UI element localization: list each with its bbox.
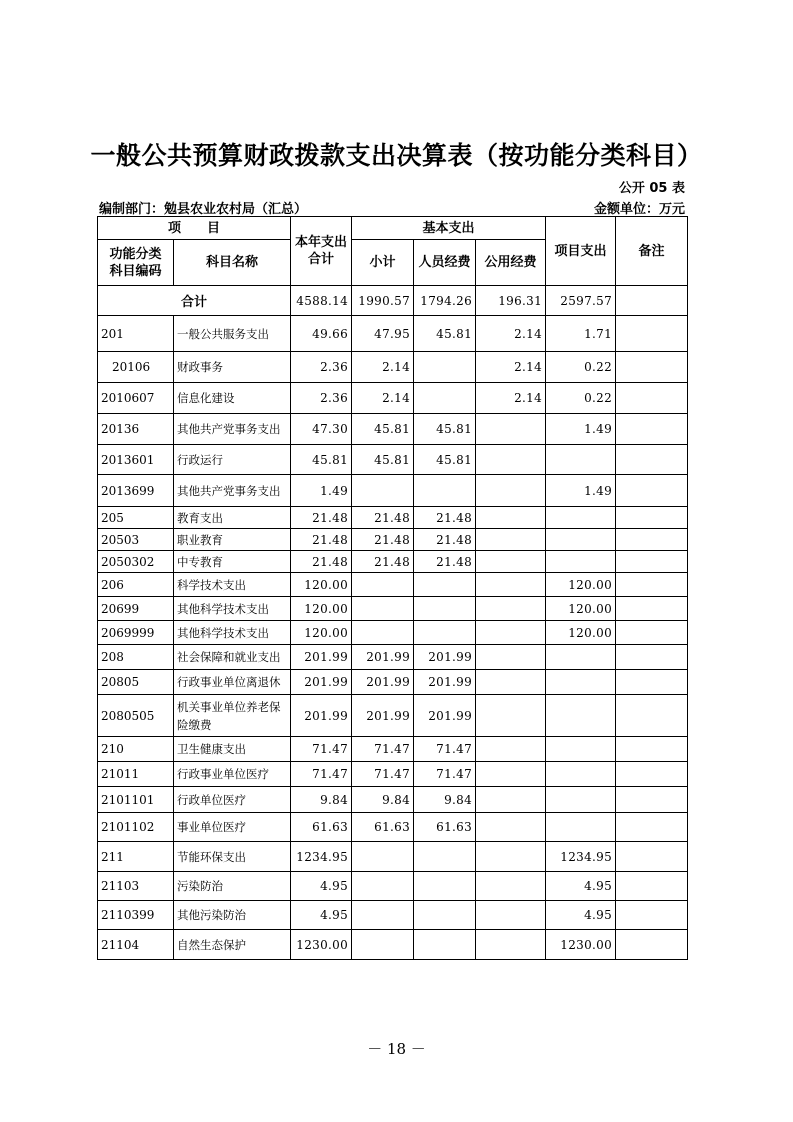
table-row [98,573,688,597]
row-annual-total: 120.00 [291,573,352,597]
row-code: 211 [98,842,174,872]
row-remark [616,872,688,901]
row-remark [616,414,688,445]
table-row [98,352,688,383]
expenditure-table [97,216,688,960]
row-personnel: 71.47 [414,737,476,762]
row-project: 120.00 [546,573,616,597]
row-personnel: 201.99 [414,695,476,737]
row-name: 社会保障和就业支出 [174,645,291,670]
header-project: 项目支出 [546,217,616,286]
row-project: 4.95 [546,901,616,930]
row-remark [616,842,688,872]
row-code: 201 [98,316,174,352]
row-subtotal [352,475,414,507]
table-row [98,901,688,930]
table-row [98,383,688,414]
row-code: 20106 [98,352,174,383]
row-code: 205 [98,507,174,529]
table-row [98,645,688,670]
row-subtotal: 2.14 [352,383,414,414]
row-subtotal: 45.81 [352,414,414,445]
header-remark: 备注 [616,217,688,286]
row-remark [616,475,688,507]
row-subtotal: 47.95 [352,316,414,352]
table-row [98,507,688,529]
row-public [476,737,546,762]
row-remark [616,316,688,352]
row-name: 其他共产党事务支出 [174,414,291,445]
row-personnel: 201.99 [414,670,476,695]
row-personnel [414,573,476,597]
row-code: 2013699 [98,475,174,507]
row-annual-total: 201.99 [291,695,352,737]
row-annual-total: 47.30 [291,414,352,445]
row-remark [616,383,688,414]
table-row [98,872,688,901]
row-subtotal: 61.63 [352,813,414,842]
row-project [546,507,616,529]
row-public [476,670,546,695]
row-remark [616,645,688,670]
row-name: 中专教育 [174,551,291,573]
row-annual-total: 120.00 [291,621,352,645]
row-name: 其他科学技术支出 [174,621,291,645]
document-title: 一般公共预算财政拨款支出决算表（按功能分类科目） [90,141,703,170]
total-personnel: 1794.26 [414,286,476,316]
row-personnel [414,901,476,930]
row-annual-total: 21.48 [291,551,352,573]
row-personnel: 71.47 [414,762,476,787]
row-project: 1234.95 [546,842,616,872]
row-public: 2.14 [476,352,546,383]
row-code: 20805 [98,670,174,695]
row-personnel: 21.48 [414,529,476,551]
row-name: 节能环保支出 [174,842,291,872]
row-public [476,475,546,507]
page-number: － 18 － [367,1040,426,1058]
row-annual-total: 1.49 [291,475,352,507]
row-personnel: 45.81 [414,316,476,352]
row-code: 2013601 [98,445,174,475]
row-remark [616,551,688,573]
row-name: 自然生态保护 [174,930,291,960]
row-annual-total: 21.48 [291,507,352,529]
table-row [98,737,688,762]
row-remark [616,445,688,475]
row-code: 208 [98,645,174,670]
row-personnel: 45.81 [414,445,476,475]
row-project [546,695,616,737]
row-name: 污染防治 [174,872,291,901]
row-annual-total: 71.47 [291,762,352,787]
row-project [546,762,616,787]
row-project [546,551,616,573]
row-public [476,762,546,787]
row-public [476,842,546,872]
row-subtotal [352,901,414,930]
row-subtotal [352,597,414,621]
table-row [98,475,688,507]
table-row [98,316,688,352]
row-name: 行政单位医疗 [174,787,291,813]
table-row [98,529,688,551]
row-public [476,787,546,813]
row-name: 卫生健康支出 [174,737,291,762]
row-code: 20136 [98,414,174,445]
table-row [98,813,688,842]
row-name: 行政事业单位医疗 [174,762,291,787]
row-personnel [414,352,476,383]
header-func-code: 功能分类 科目编码 [98,240,174,286]
row-subtotal: 71.47 [352,762,414,787]
total-label: 合计 [98,286,291,316]
row-subtotal [352,930,414,960]
table-row [98,695,688,737]
row-subtotal: 201.99 [352,695,414,737]
row-annual-total: 71.47 [291,737,352,762]
row-personnel: 201.99 [414,645,476,670]
total-annual: 4588.14 [291,286,352,316]
row-remark [616,737,688,762]
row-annual-total: 120.00 [291,597,352,621]
row-annual-total: 49.66 [291,316,352,352]
total-public: 196.31 [476,286,546,316]
header-subtotal: 小计 [352,240,414,286]
total-project: 2597.57 [546,286,616,316]
row-annual-total: 2.36 [291,352,352,383]
form-number: 公开 05 表 [618,181,685,196]
row-code: 210 [98,737,174,762]
row-project: 0.22 [546,352,616,383]
row-subtotal: 9.84 [352,787,414,813]
row-subtotal: 21.48 [352,529,414,551]
row-remark [616,813,688,842]
row-subtotal: 21.48 [352,551,414,573]
row-personnel [414,383,476,414]
header-item: 项 目 [98,217,291,240]
row-public [476,529,546,551]
row-project: 1.49 [546,475,616,507]
row-remark [616,621,688,645]
row-code: 2050302 [98,551,174,573]
row-name: 其他科学技术支出 [174,597,291,621]
row-annual-total: 4.95 [291,872,352,901]
row-code: 2110399 [98,901,174,930]
total-remark [616,286,688,316]
row-annual-total: 2.36 [291,383,352,414]
row-subtotal: 2.14 [352,352,414,383]
row-remark [616,787,688,813]
table-row [98,930,688,960]
row-name: 财政事务 [174,352,291,383]
row-code: 2069999 [98,621,174,645]
row-code: 20503 [98,529,174,551]
row-subtotal [352,621,414,645]
row-name: 其他污染防治 [174,901,291,930]
row-subtotal [352,872,414,901]
row-code: 21103 [98,872,174,901]
table-row [98,762,688,787]
row-personnel: 45.81 [414,414,476,445]
row-project: 4.95 [546,872,616,901]
row-project: 1.71 [546,316,616,352]
row-annual-total: 201.99 [291,670,352,695]
row-name: 职业教育 [174,529,291,551]
row-public [476,621,546,645]
row-public [476,445,546,475]
row-project [546,445,616,475]
row-personnel [414,621,476,645]
table-row [98,414,688,445]
row-code: 2080505 [98,695,174,737]
row-public [476,597,546,621]
row-name: 教育支出 [174,507,291,529]
row-remark [616,670,688,695]
row-annual-total: 45.81 [291,445,352,475]
row-remark [616,352,688,383]
row-subtotal: 201.99 [352,670,414,695]
row-annual-total: 9.84 [291,787,352,813]
row-annual-total: 201.99 [291,645,352,670]
row-code: 2101101 [98,787,174,813]
total-subtotal: 1990.57 [352,286,414,316]
row-subtotal: 201.99 [352,645,414,670]
row-annual-total: 61.63 [291,813,352,842]
row-personnel [414,475,476,507]
row-project: 1230.00 [546,930,616,960]
row-personnel: 9.84 [414,787,476,813]
row-project [546,529,616,551]
header-annual-total: 本年支出 合计 [291,217,352,286]
row-code: 206 [98,573,174,597]
row-public: 2.14 [476,383,546,414]
row-personnel [414,842,476,872]
header-basic: 基本支出 [352,217,546,240]
row-project [546,670,616,695]
row-personnel [414,597,476,621]
row-remark [616,573,688,597]
row-public [476,695,546,737]
row-public [476,901,546,930]
header-public: 公用经费 [476,240,546,286]
row-subtotal [352,842,414,872]
row-public [476,573,546,597]
row-public [476,551,546,573]
row-public [476,414,546,445]
row-personnel [414,872,476,901]
row-name: 其他共产党事务支出 [174,475,291,507]
row-remark [616,507,688,529]
row-code: 2101102 [98,813,174,842]
row-project [546,813,616,842]
row-remark [616,901,688,930]
table-row [98,842,688,872]
row-public [476,813,546,842]
row-subtotal: 71.47 [352,737,414,762]
table-row [98,597,688,621]
row-personnel [414,930,476,960]
row-subtotal: 21.48 [352,507,414,529]
row-personnel: 21.48 [414,507,476,529]
unit-label: 金额单位：万元 [593,202,685,217]
table-row [98,551,688,573]
row-project [546,787,616,813]
row-name: 行政事业单位离退休 [174,670,291,695]
table-row [98,787,688,813]
row-code: 21011 [98,762,174,787]
row-name: 行政运行 [174,445,291,475]
row-personnel: 21.48 [414,551,476,573]
row-remark [616,930,688,960]
row-remark [616,762,688,787]
row-project: 0.22 [546,383,616,414]
row-name: 科学技术支出 [174,573,291,597]
row-project [546,645,616,670]
row-public [476,507,546,529]
row-public [476,872,546,901]
row-annual-total: 1234.95 [291,842,352,872]
row-project [546,737,616,762]
row-remark [616,597,688,621]
row-public [476,645,546,670]
row-code: 2010607 [98,383,174,414]
row-personnel: 61.63 [414,813,476,842]
row-code: 21104 [98,930,174,960]
row-project: 120.00 [546,597,616,621]
header-personnel: 人员经费 [414,240,476,286]
row-project: 120.00 [546,621,616,645]
row-subtotal [352,573,414,597]
row-name: 机关事业单位养老保险缴费 [174,695,291,737]
row-public [476,930,546,960]
row-project: 1.49 [546,414,616,445]
row-public: 2.14 [476,316,546,352]
row-remark [616,529,688,551]
row-name: 事业单位医疗 [174,813,291,842]
table-row [98,621,688,645]
total-row [98,286,688,316]
table-row [98,445,688,475]
row-name: 信息化建设 [174,383,291,414]
row-code: 20699 [98,597,174,621]
row-name: 一般公共服务支出 [174,316,291,352]
row-annual-total: 4.95 [291,901,352,930]
department-label: 编制部门：勉县农业农村局（汇总） [99,202,308,217]
row-remark [616,695,688,737]
header-subject-name: 科目名称 [174,240,291,286]
row-subtotal: 45.81 [352,445,414,475]
table-row [98,670,688,695]
row-annual-total: 21.48 [291,529,352,551]
row-annual-total: 1230.00 [291,930,352,960]
